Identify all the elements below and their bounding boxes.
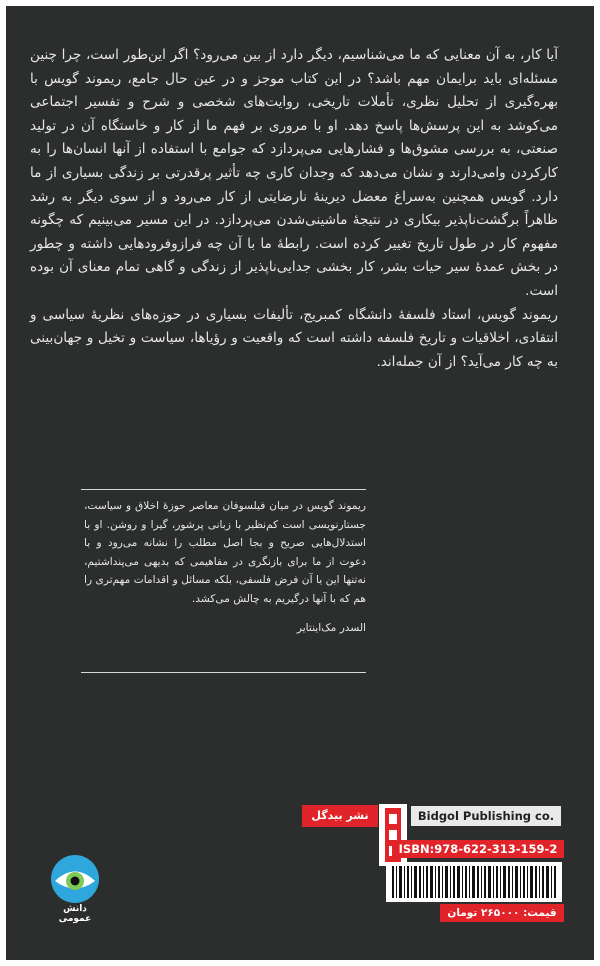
description-paragraph-1: آیا کار، به آن معنایی که ما می‌شناسیم، دیگر دارد از بین می‌رود؟ اگر این‌طور است، چرا چنین مسئله‌ای باید برایمان مهم باشد؟ در این کتاب موجز و در عین حال جامع، ریموند گویس با بهره‌گیری از تحلیل نظری، تأملات تاریخی، روایت‌های شخصی و شرح و تفسیر اجتماعی می‌کوشد به این پرسش‌ها پاسخ دهد. او با مروری بر فهم ما از کار و خاستگاه آن در تولید صنعتی، به بررسی مشوق‌ها و فشارهایی می‌پردازد که جوامع با استفاده از آنها انسان‌ها را به کارکردن وامی‌دارند و نشان می‌دهد که وجدان کاری چه تأثیر پرقدرتی بر زندگی بسیاری از ما دارد. گویس همچنین به‌سراغ معضل دیرینهٔ نارضایتی از کار می‌رود و از سوی دیگر به رشد ظاهراً برگشت‌ناپذیر بیکاری در نتیجهٔ ماشینی‌شدن می‌پردازد. در این مسیر می‌بینیم که چگونه مفهوم کار در طول تاریخ تغییر کرده است. رابطهٔ ما با آن چه فرازوفرودهایی داشته و چطور در بخش عمدهٔ سیر حیات بشر، کار بخشی جدایی‌ناپذیر از زندگی و گاهی تمام معنای آن بوده است.: [30, 47, 558, 299]
quote-text: ریموند گویس در میان فیلسوفان معاصر حوزهٔ اخلاق و سیاست، جستارنویسی است کم‌نظیر با زبانی پرشور، گیرا و روشن. او با استدلال‌هایی صریح و بجا اصل مطلب را نشانه می‌رود و با دعوت از ما برای بازنگری در مفاهیمی که بدیهی می‌پنداشتیم، نه‌تنها این یا آن فرض فلسفی، بلکه مسائل و اقدامات مهم‌تری را هم که با آنها درگیریم به چالش می‌کشد.: [84, 500, 366, 605]
book-description: [30, 44, 558, 374]
quote-author: السدر مک‌اینتایر: [296, 621, 366, 634]
eye-icon: [50, 854, 100, 904]
quote-divider-bottom: [81, 672, 366, 673]
endorsement-quote: [84, 497, 366, 637]
barcode: [386, 862, 562, 902]
series-label: دانش عمومی: [58, 904, 92, 924]
price-label: قیمت: ۲۶۵۰۰۰ تومان: [440, 904, 564, 922]
barcode-icon: [392, 866, 556, 898]
isbn-label: ISBN:978-622-313-159-2: [392, 840, 564, 858]
publisher-name-en: Bidgol Publishing co.: [411, 806, 561, 826]
quote-divider-top: [81, 489, 366, 490]
publisher-name-fa: نشر بیدگل: [302, 805, 378, 827]
description-paragraph-2: ریموند گویس، استاد فلسفهٔ دانشگاه کمبریج، تألیفات بسیاری در حوزه‌های نظریهٔ سیاسی و انتقادی، اخلاقیات و تاریخ فلسفه داشته است که واقعیت و رؤیاها، سیاست و تخیل و جهان‌بینی به چه کار می‌آید؟ از آن جمله‌اند.: [30, 306, 558, 370]
